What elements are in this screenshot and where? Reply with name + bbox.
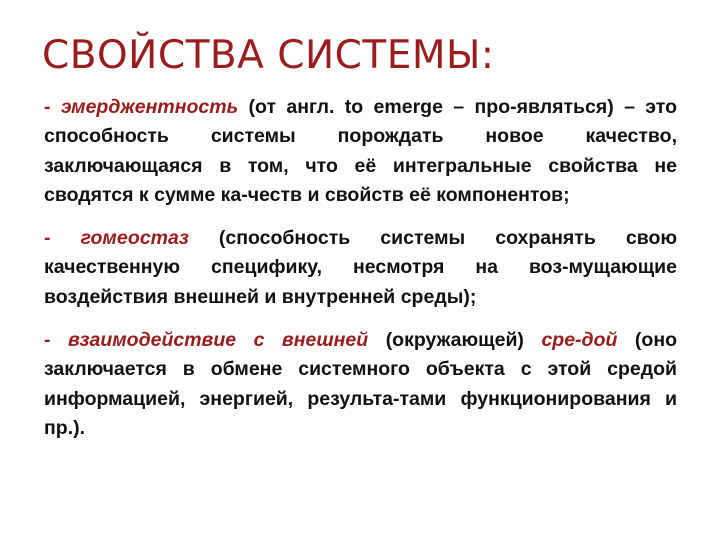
item-dash: - (44, 96, 51, 118)
term-emergence: эмерджентность (60, 96, 239, 118)
term-homeostasis: гомеостаз (80, 227, 189, 250)
definition-emergence: (от англ. to emerge – про-являться) – это способность системы порождать новое качество, заключающаяся в том, что её интегральные свойства не сводятся к сумме ка-честв и свойств её компонентов; (44, 96, 678, 206)
term-interaction: взаимодействие с внешней (68, 329, 369, 352)
term-environment: сре-дой (541, 329, 618, 352)
slide-body (44, 93, 677, 443)
list-item-homeostasis (44, 224, 677, 312)
list-item-interaction (44, 326, 677, 443)
item-dash: - (44, 329, 51, 352)
definition-homeostasis: (способность системы сохранять свою качественную специфику, несмотря на воз-мущающие воздействия внешней и внутренней среды); (44, 227, 678, 308)
term-interaction-qualifier: (окружающей) (385, 329, 524, 352)
definition-interaction: (оно заключается в обмене системного объекта с этой средой информацией, энергией, результа-тами функционирования и пр.). (44, 329, 678, 439)
list-item-emergence (44, 93, 677, 210)
item-dash: - (44, 227, 51, 250)
slide-title: СВОЙСТВА СИСТЕМЫ: (42, 33, 495, 78)
